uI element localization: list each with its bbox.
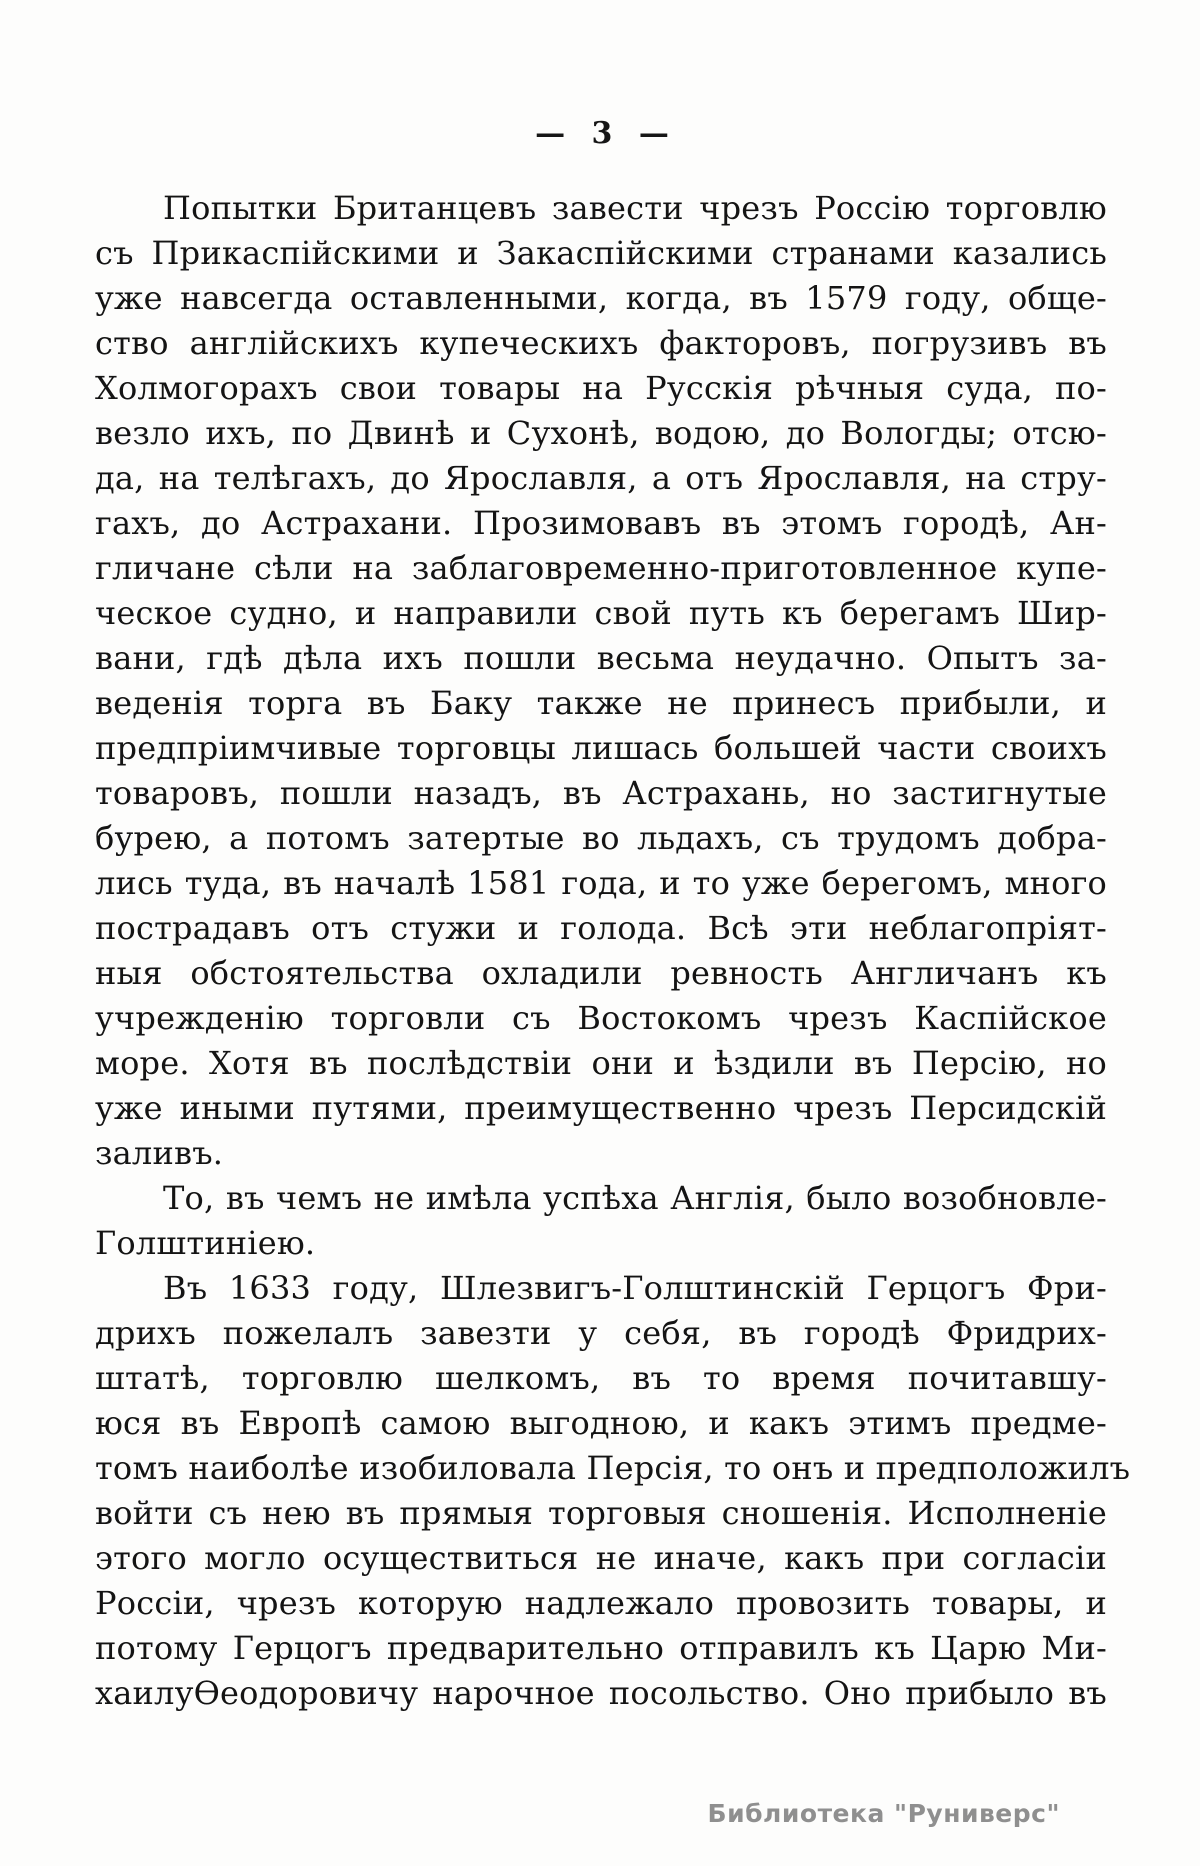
text-line: ческое судно, и направили свой путь къ берегамъ Шир-	[95, 594, 1107, 632]
text-line: дрихъ пожелалъ завезти у себя, въ городѣ Фридрих-	[95, 1314, 1107, 1352]
text-line: море. Хотя въ послѣдствіи они и ѣздили въ Персію, но	[95, 1044, 1107, 1082]
text-line: штатѣ, торговлю шелкомъ, въ то время почитавшу-	[95, 1359, 1107, 1397]
text-line: да, на телѣгахъ, до Ярославля, а отъ Ярославля, на стру-	[95, 459, 1107, 497]
text-line: бурею, а потомъ затертые во льдахъ, съ трудомъ добра-	[95, 819, 1107, 857]
text-line: хаилуѲеодоровичу нарочное посольство. Оно прибыло въ	[95, 1674, 1107, 1712]
text-line: съ Прикаспійскими и Закаспійскими странами казались	[95, 234, 1107, 272]
text-line: гличане сѣли на заблаговременно-приготовленное купе-	[95, 549, 1107, 587]
text-line: войти съ нею въ прямыя торговыя сношенія. Исполненіе	[95, 1494, 1107, 1532]
text-line: заливъ.	[95, 1134, 224, 1172]
text-line: ство англійскихъ купеческихъ факторовъ, погрузивъ въ	[95, 324, 1107, 362]
text-line: юся въ Европѣ самою выгодною, и какъ этимъ предме-	[95, 1404, 1107, 1442]
text-line: То, въ чемъ не имѣла успѣха Англія, было возобновле-	[163, 1179, 1107, 1217]
text-line: томъ наиболѣе изобиловала Персія, то онъ и предположилъ	[95, 1449, 1131, 1487]
text-line: потому Герцогъ предварительно отправилъ къ Царю Ми-	[95, 1629, 1107, 1667]
text-line: ныя обстоятельства охладили ревность Англичанъ къ	[95, 954, 1107, 992]
text-line: уже иными путями, преимущественно чрезъ Персидскій	[95, 1089, 1107, 1127]
text-line: предпріимчивые торговцы лишась большей части своихъ	[95, 729, 1107, 767]
library-watermark: Библиотека "Руниверс"	[707, 1799, 1060, 1828]
text-line: вани, гдѣ дѣла ихъ пошли весьма неудачно. Опытъ за-	[95, 639, 1107, 677]
page-number: — 3 —	[535, 116, 670, 151]
text-line: Попытки Британцевъ завести чрезъ Россію торговлю	[163, 189, 1107, 227]
text-line: Холмогорахъ свои товары на Русскія рѣчныя суда, по-	[95, 369, 1107, 407]
text-line: лись туда, въ началѣ 1581 года, и то уже берегомъ, много	[95, 864, 1107, 902]
text-line: пострадавъ отъ стужи и голода. Всѣ эти неблагопріят-	[95, 909, 1107, 947]
text-line: Голштиніею.	[95, 1224, 316, 1262]
text-line: веденія торга въ Баку также не принесъ прибыли, и	[95, 684, 1107, 722]
text-line: везло ихъ, по Двинѣ и Сухонѣ, водою, до Вологды; отсю-	[95, 414, 1107, 452]
text-line: Россіи, чрезъ которую надлежало провозить товары, и	[95, 1584, 1107, 1622]
text-line: Въ 1633 году, Шлезвигъ-Голштинскій Герцогъ Фри-	[163, 1269, 1107, 1307]
text-line: гахъ, до Астрахани. Прозимовавъ въ этомъ городѣ, Ан-	[95, 504, 1107, 542]
text-line: учрежденію торговли съ Востокомъ чрезъ Каспійское	[95, 999, 1107, 1037]
page-text	[95, 186, 1131, 1716]
text-line: уже навсегда оставленными, когда, въ 1579 году, обще-	[95, 279, 1107, 317]
text-line: этого могло осуществиться не иначе, какъ при согласіи	[95, 1539, 1107, 1577]
text-line: товаровъ, пошли назадъ, въ Астрахань, но застигнутые	[95, 774, 1107, 812]
